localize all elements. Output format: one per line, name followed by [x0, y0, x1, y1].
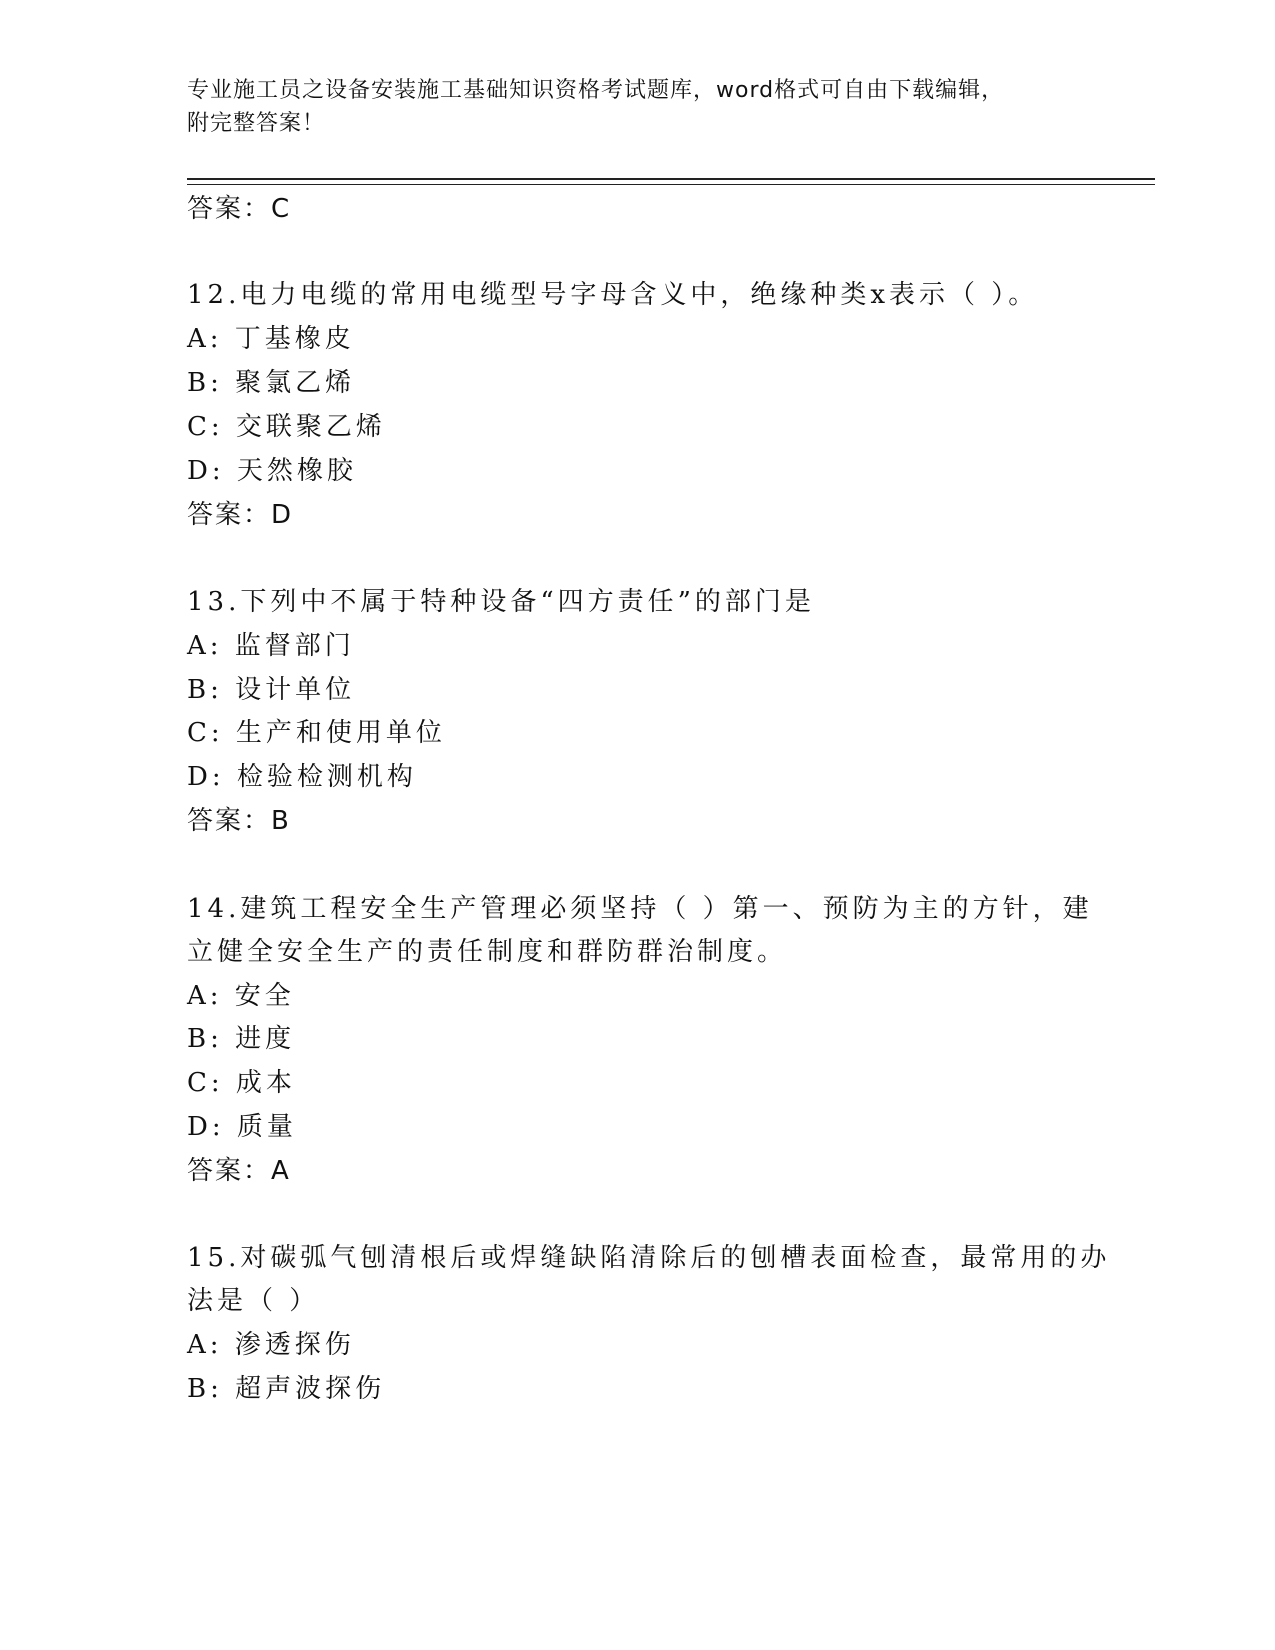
option-line: A: 安全: [187, 981, 295, 1011]
header-divider-thick: [187, 178, 1155, 180]
option-line: A: 丁基橡皮: [187, 324, 355, 354]
option-line: D: 质量: [187, 1112, 297, 1142]
header-divider-thin: [187, 184, 1155, 185]
question-line: 14.建筑工程安全生产管理必须坚持（ ）第一、预防为主的方针，建: [187, 894, 1093, 924]
option-line: B: 设计单位: [187, 675, 356, 705]
option-line: C: 生产和使用单位: [187, 718, 446, 748]
question-line: 15.对碳弧气刨清根后或焊缝缺陷清除后的刨槽表面检查，最常用的办: [187, 1243, 1111, 1273]
option-line: D: 天然橡胶: [187, 456, 357, 486]
option-line: B: 聚氯乙烯: [187, 368, 356, 398]
option-line: A: 渗透探伤: [187, 1330, 355, 1360]
answer-line: 答案：B: [187, 806, 291, 836]
option-line: D: 检验检测机构: [187, 762, 417, 792]
option-line: A: 监督部门: [187, 631, 355, 661]
question-line: 立健全安全生产的责任制度和群防群治制度。: [187, 937, 788, 967]
document-header: [187, 74, 1087, 140]
header-line-1: 专业施工员之设备安装施工基础知识资格考试题库，word格式可自由下载编辑，: [187, 78, 1005, 103]
header-line-2: 附完整答案！: [187, 111, 326, 136]
option-line: C: 交联聚乙烯: [187, 412, 386, 442]
answer-line: 答案：D: [187, 500, 294, 530]
answer-line: 答案：A: [187, 1156, 291, 1186]
answer-line: 答案：C: [187, 194, 292, 224]
question-line: 法是（ ）: [187, 1286, 320, 1316]
option-line: C: 成本: [187, 1068, 296, 1098]
option-line: B: 超声波探伤: [187, 1374, 386, 1404]
option-line: B: 进度: [187, 1024, 296, 1054]
question-line: 12.电力电缆的常用电缆型号字母含义中，绝缘种类x表示（ ）。: [187, 280, 1039, 310]
question-line: 13.下列中不属于特种设备“四方责任”的部门是: [187, 587, 815, 617]
